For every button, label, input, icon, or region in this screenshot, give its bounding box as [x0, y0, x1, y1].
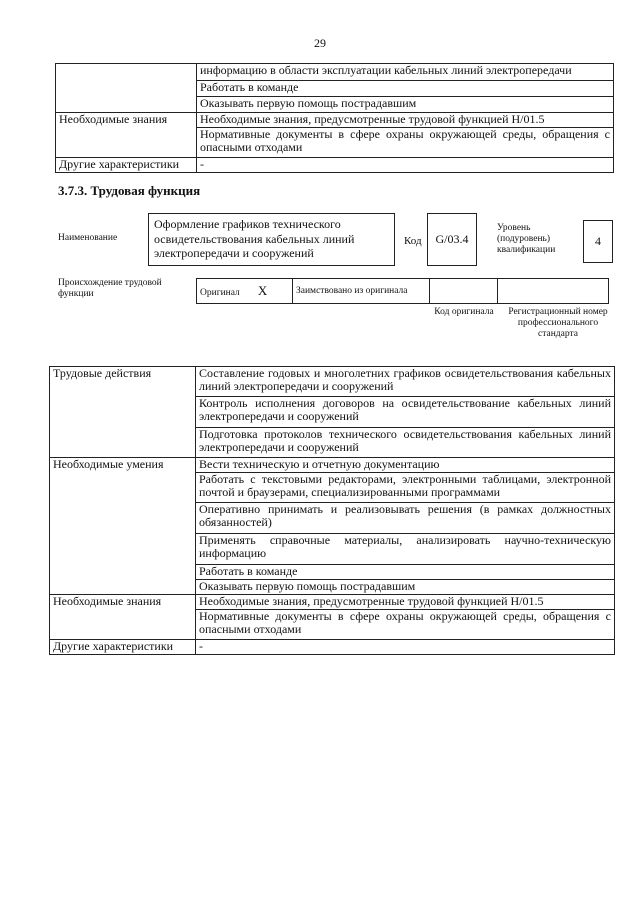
section-title: 3.7.3. Трудовая функция — [58, 183, 201, 198]
page-number: 29 — [314, 36, 326, 50]
table-cell: - — [197, 158, 614, 173]
function-name-box: Оформление графиков технического освидетельствования кабельных линий электропередачи и сооружений — [148, 213, 395, 266]
table-cell: Применять справочные материалы, анализировать научно-техническую информацию — [196, 534, 615, 565]
name-label: Наименование — [58, 233, 118, 243]
table-cell: - — [196, 640, 615, 655]
level-label: Уровень (подуровень) квалификации — [497, 223, 556, 255]
caption-code: Код оригинала — [434, 307, 494, 317]
borrowed-label: Заимствовано из оригинала — [293, 279, 430, 304]
table-cell: информацию в области эксплуатации кабельных линий электропередачи — [197, 64, 614, 81]
table-cell: Работать в команде — [196, 565, 615, 580]
table-cell: Подготовка протоколов технического освидетельствования кабельных линий электропередачи и сооружений — [196, 428, 615, 458]
table-row-label: Необходимые умения — [50, 458, 196, 595]
level-box: 4 — [583, 220, 613, 263]
table-cell: Оказывать первую помощь пострадавшим — [196, 580, 615, 595]
top-requirements-table — [55, 63, 614, 173]
table-cell: Работать в команде — [197, 81, 614, 97]
table-cell: Необходимые знания, предусмотренные трудовой функцией H/01.5 — [196, 595, 615, 610]
table-row-label: Трудовые действия — [50, 367, 196, 458]
original-cell — [197, 279, 293, 304]
table-cell: Необходимые знания, предусмотренные трудовой функцией H/01.5 — [197, 113, 614, 128]
table-cell: Контроль исполнения договоров на освидетельствование кабельных линий электропередачи и сооружений — [196, 397, 615, 428]
table-row-label: Необходимые знания — [56, 113, 197, 158]
table-cell: Составление годовых и многолетних графиков освидетельствования кабельных линий электропередачи и сооружений — [196, 367, 615, 397]
origin-label: Происхождение трудовой функции — [58, 278, 162, 299]
table-cell: Нормативные документы в сфере охраны окружающей среды, обращения с опасными отходами — [196, 610, 615, 640]
table-cell: Нормативные документы в сфере охраны окружающей среды, обращения с опасными отходами — [197, 128, 614, 158]
table-row-label: Необходимые знания — [50, 595, 196, 640]
table-row-label — [56, 64, 197, 113]
code-label: Код — [404, 235, 422, 247]
origin-reg-cell — [498, 279, 609, 304]
code-box: G/03.4 — [427, 213, 477, 266]
table-row-label: Другие характеристики — [56, 158, 197, 173]
origin-code-cell — [430, 279, 498, 304]
caption-reg: Регистрационный номер профессионального стандарта — [508, 307, 608, 339]
original-label: Оригинал — [200, 288, 240, 298]
table-cell: Оказывать первую помощь пострадавшим — [197, 97, 614, 113]
table-cell: Оперативно принимать и реализовывать решения (в рамках должностных обязанностей) — [196, 503, 615, 534]
origin-table — [196, 278, 609, 304]
main-requirements-table — [49, 366, 615, 655]
table-cell: Вести техническую и отчетную документацию — [196, 458, 615, 473]
table-cell: Работать с текстовыми редакторами, электронными таблицами, электронной почтой и браузерами, специализированными программами — [196, 473, 615, 503]
original-mark: X — [257, 283, 268, 298]
table-row-label: Другие характеристики — [50, 640, 196, 655]
